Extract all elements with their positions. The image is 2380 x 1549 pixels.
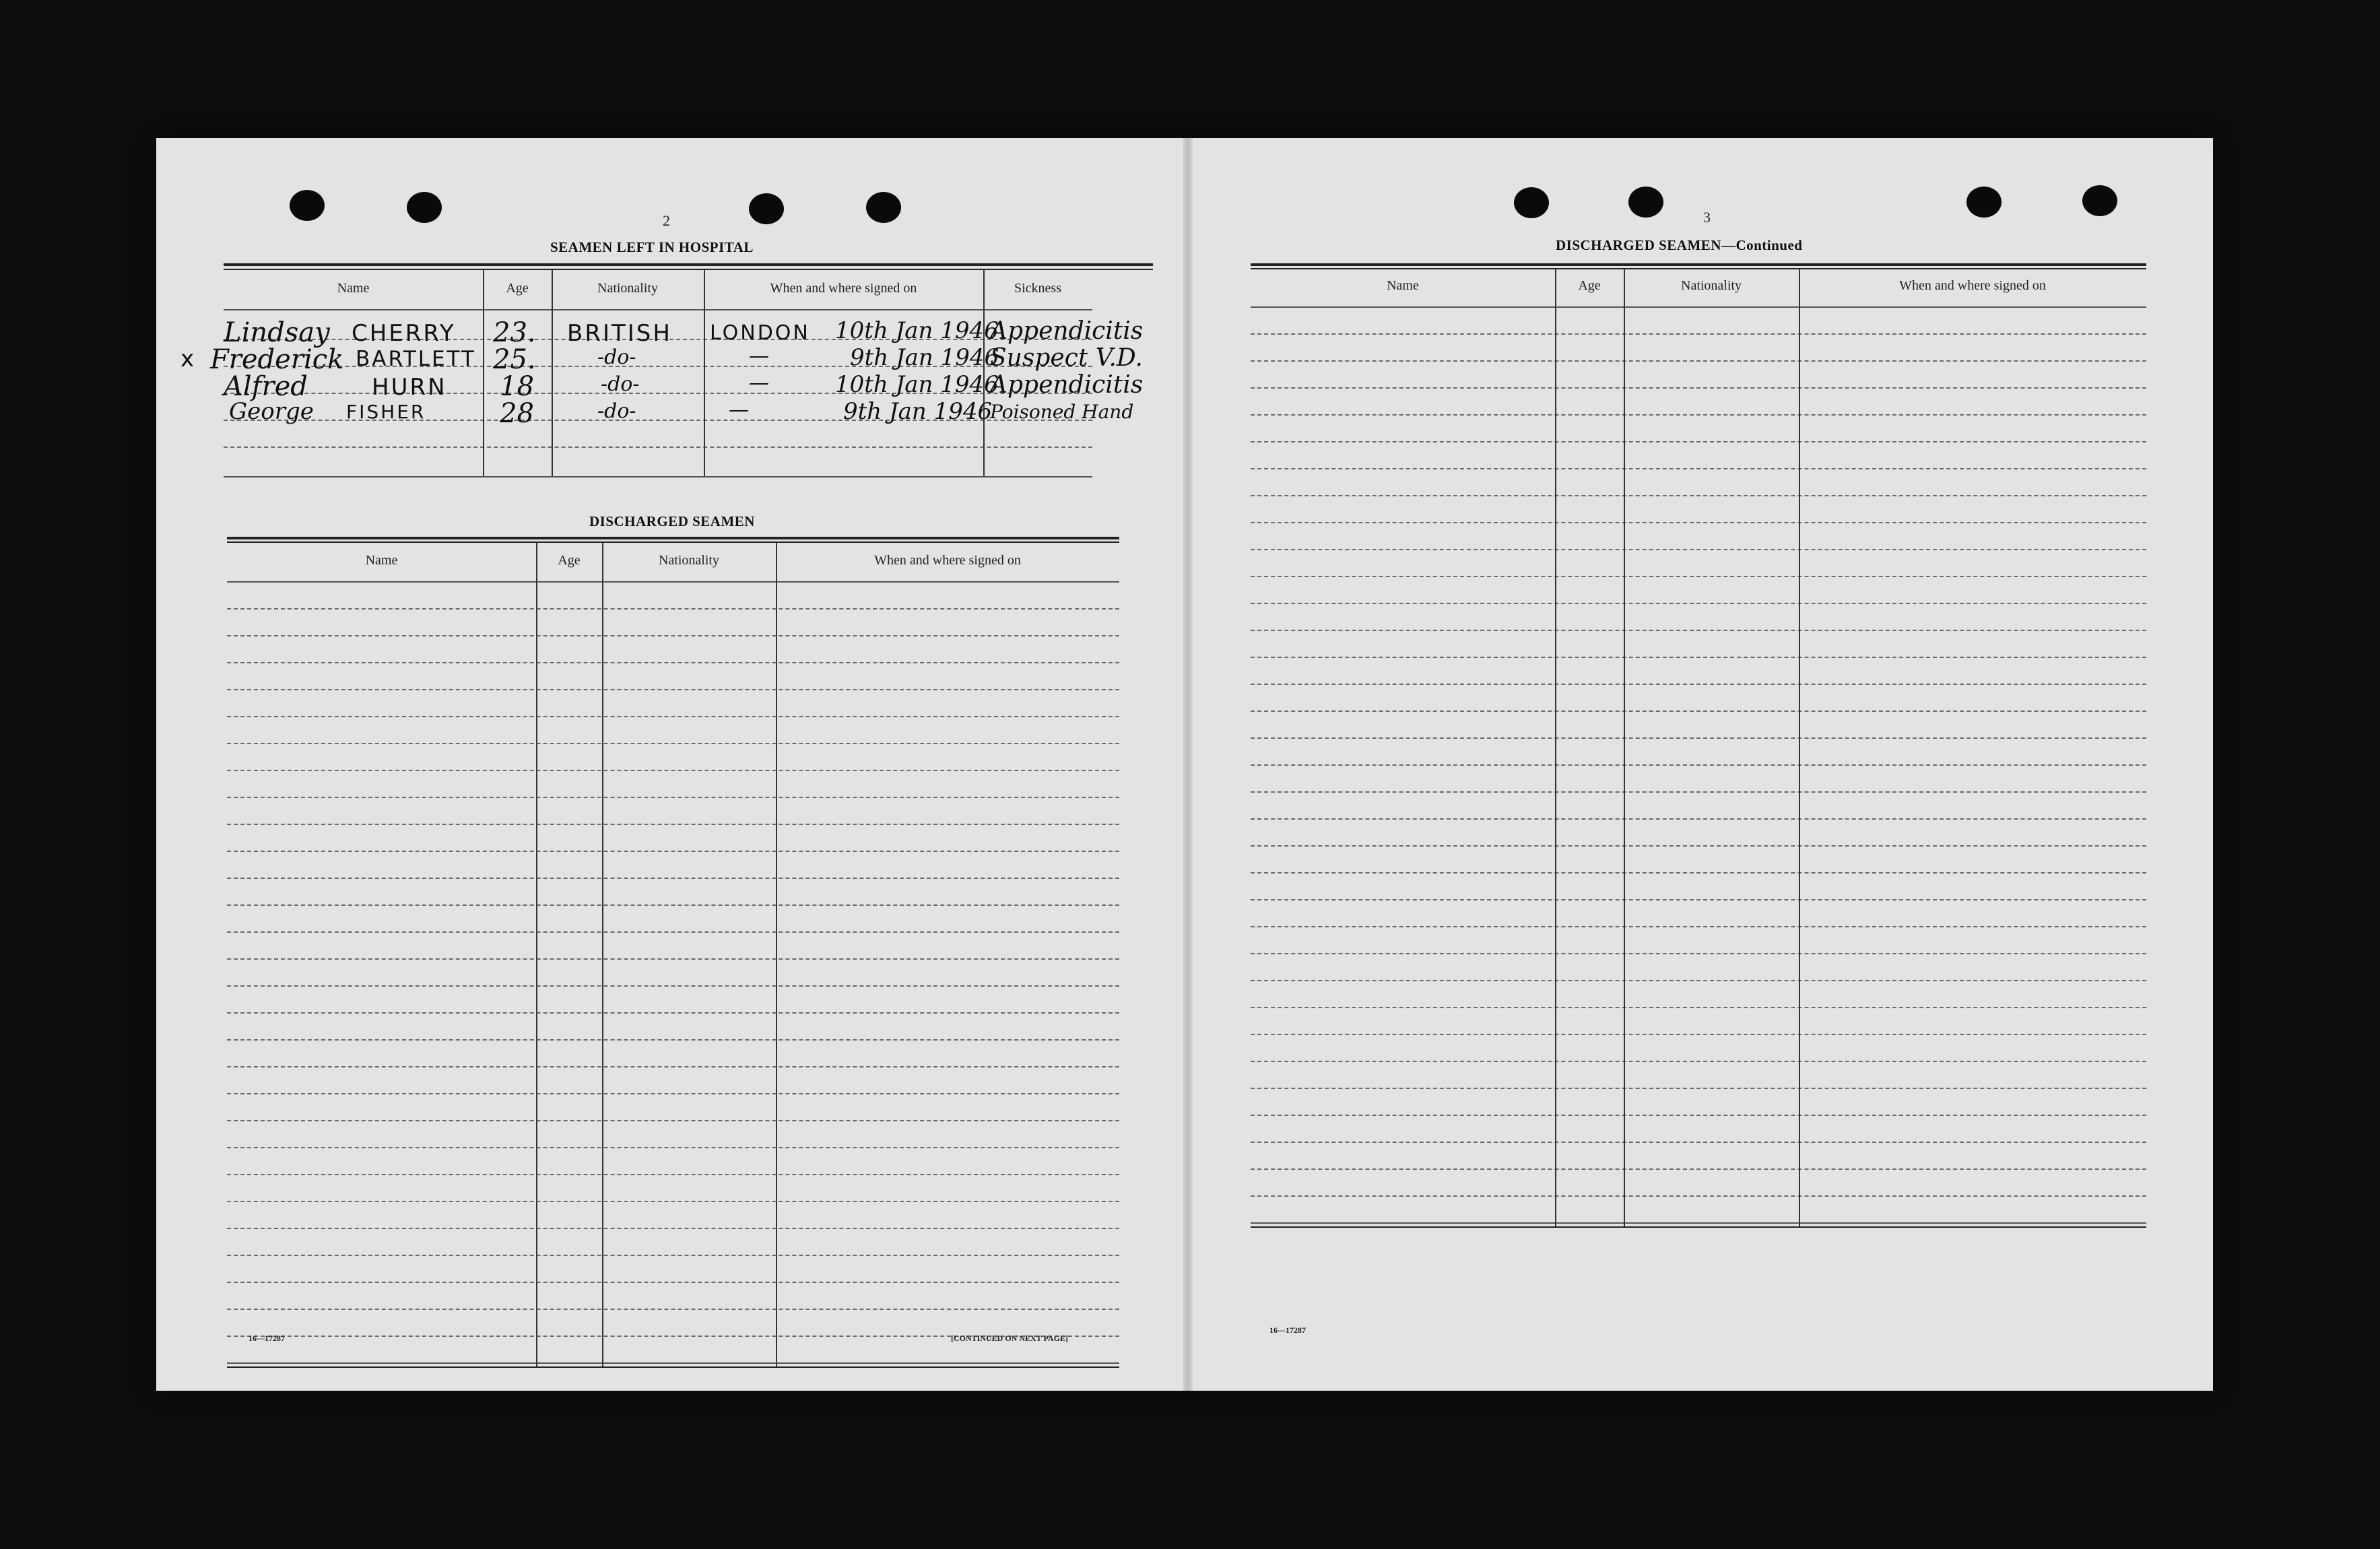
page-number-left: 2 [663, 212, 670, 229]
discharged-continued-title: DISCHARGED SEAMEN—Continued [1556, 237, 1803, 253]
col-header-name: Name [365, 553, 398, 568]
seaman-nationality: -do- [601, 372, 640, 396]
seaman-nationality: -do- [597, 399, 636, 423]
scanned-document [156, 138, 2213, 1391]
col-header-age: Age [1578, 278, 1601, 293]
seaman-nationality: BRITISH [567, 320, 672, 347]
col-header-signed-on: When and where signed on [1899, 278, 2046, 293]
col-header-nationality: Nationality [1681, 278, 1742, 293]
signed-on-place: — [749, 371, 769, 395]
seaman-last-name: FISHER [346, 401, 426, 423]
signed-on-date: 10th Jan 1946 [835, 371, 999, 398]
discharged-table [227, 537, 1119, 1461]
hospital-section-title: SEAMEN LEFT IN HOSPITAL [550, 239, 754, 255]
seaman-age: 23. [493, 317, 536, 348]
seaman-last-name: CHERRY [352, 320, 456, 347]
sickness: Appendicitis [990, 371, 1144, 399]
sickness: Suspect V.D. [990, 344, 1143, 372]
seaman-first-name: Alfred [224, 371, 308, 402]
punch-hole [407, 192, 442, 223]
signed-on-date: 10th Jan 1946 [835, 317, 999, 344]
punch-hole [1514, 187, 1549, 218]
seaman-age: 18 [500, 371, 534, 402]
form-code-left: 16—17287 [249, 1333, 285, 1343]
seaman-nationality: -do- [597, 345, 636, 369]
seaman-last-name: HURN [372, 374, 447, 401]
page-spine [1183, 138, 1193, 1391]
col-header-signed-on: When and where signed on [874, 553, 1021, 568]
seaman-age: 25. [493, 344, 536, 375]
seaman-last-name: BARTLETT [356, 347, 476, 371]
sickness: Poisoned Hand [990, 401, 1134, 423]
page-number-right: 3 [1703, 209, 1711, 226]
col-header-name: Name [1387, 278, 1419, 293]
seaman-first-name: George [229, 398, 314, 425]
punch-hole [866, 192, 901, 223]
sickness: Appendicitis [990, 317, 1144, 345]
form-code-right: 16—17287 [1269, 1325, 1306, 1335]
col-header-age: Age [558, 553, 581, 568]
punch-hole [749, 193, 784, 224]
punch-hole [2082, 185, 2117, 216]
col-header-nationality: Nationality [659, 553, 719, 568]
continued-note: [CONTINUED ON NEXT PAGE] [951, 1333, 1068, 1343]
signed-on-place: — [749, 344, 769, 368]
col-header-age: Age [506, 281, 529, 296]
seaman-first-name: Lindsay [224, 317, 330, 348]
seaman-age: 28 [500, 398, 534, 429]
x-mark: x [180, 345, 195, 372]
col-header-nationality: Nationality [597, 281, 658, 296]
discharged-continued-table [1251, 263, 2146, 1459]
seaman-first-name: Frederick [210, 344, 344, 375]
punch-hole [1628, 187, 1663, 218]
signed-on-place: — [729, 398, 749, 422]
punch-hole [1966, 187, 2002, 218]
signed-on-place: LONDON [710, 321, 810, 345]
signed-on-date: 9th Jan 1946 [850, 344, 999, 371]
signed-on-date: 9th Jan 1946 [843, 398, 993, 425]
punch-hole [290, 190, 325, 221]
discharged-section-title: DISCHARGED SEAMEN [589, 513, 755, 529]
col-header-sickness: Sickness [1014, 281, 1061, 296]
col-header-name: Name [337, 281, 370, 296]
col-header-signed-on: When and where signed on [770, 281, 917, 296]
